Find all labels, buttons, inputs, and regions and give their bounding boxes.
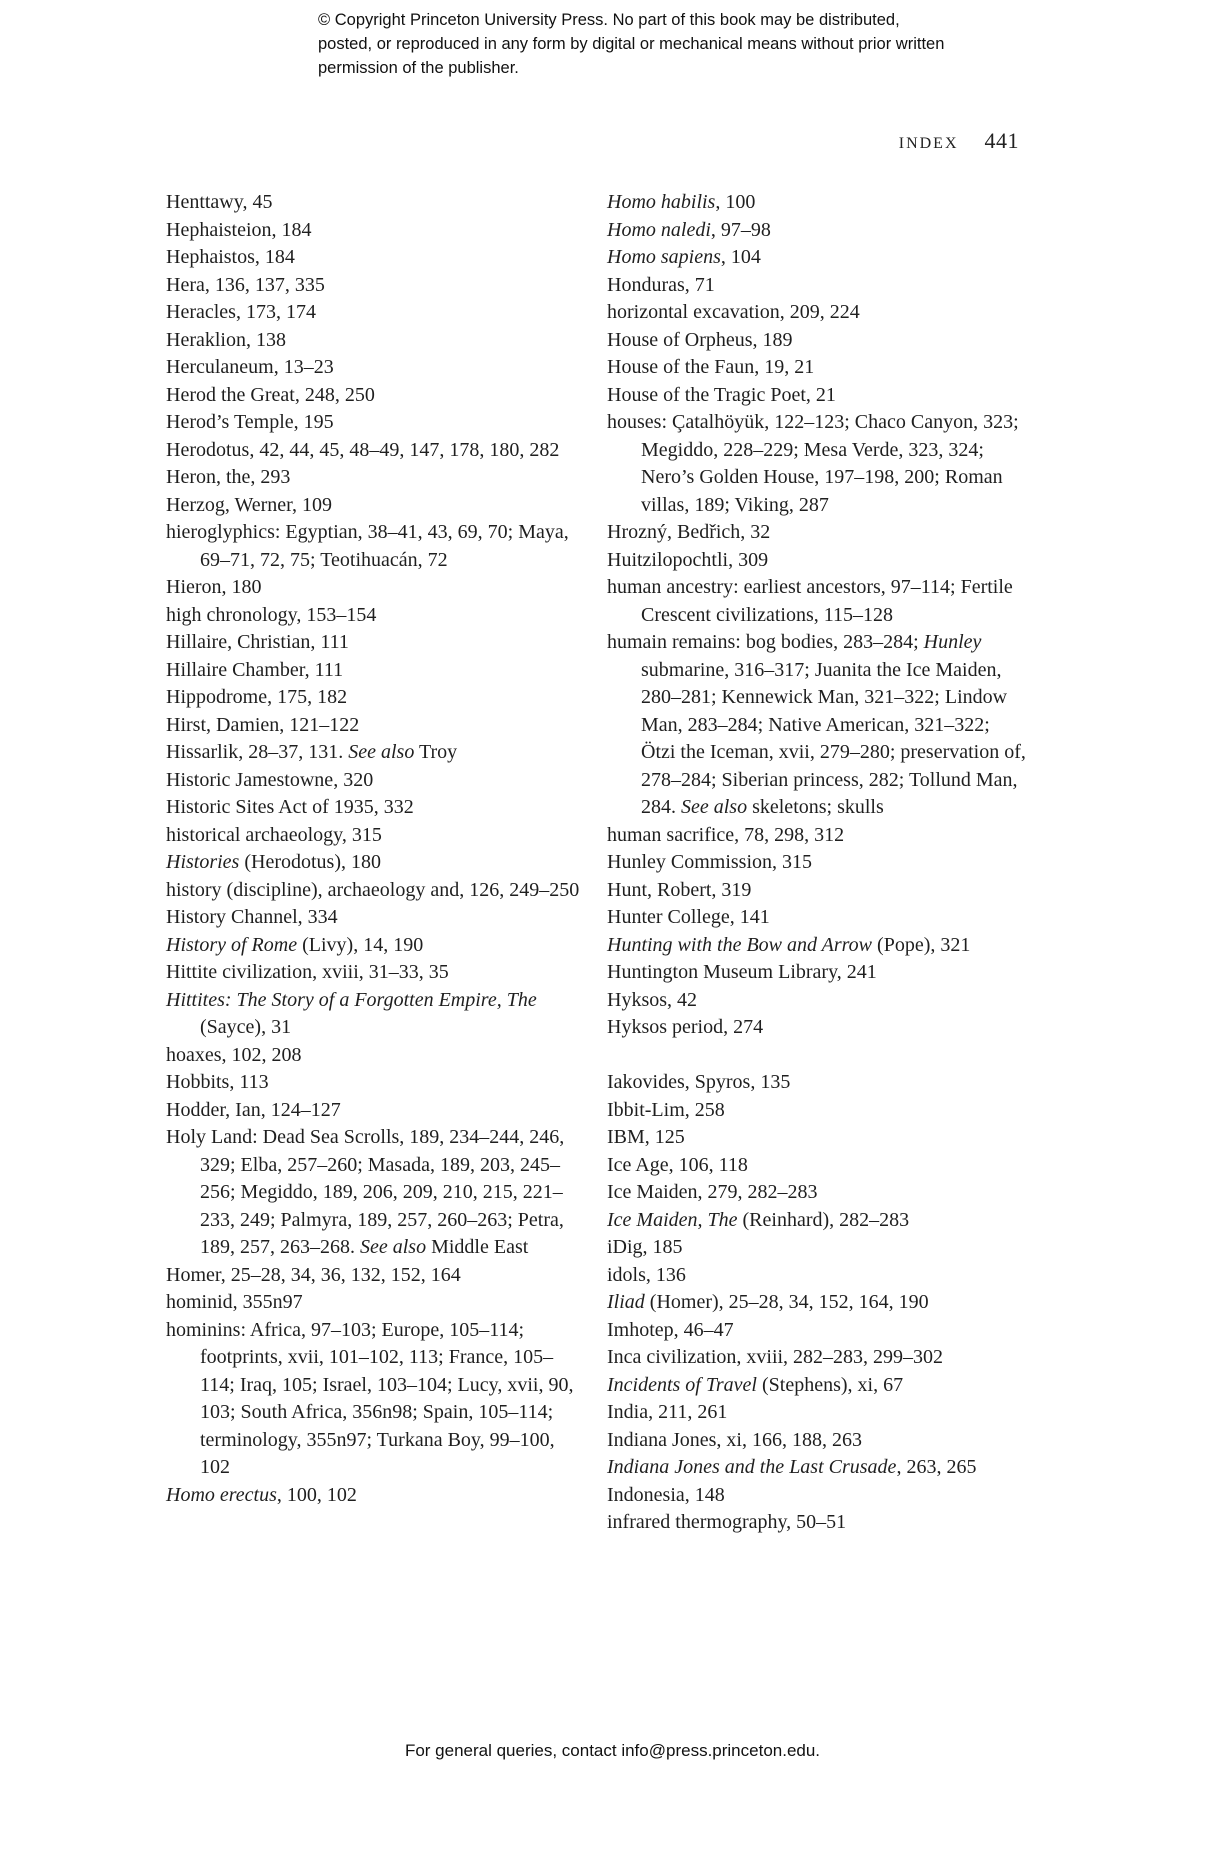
index-entry xyxy=(607,1344,1027,1372)
running-head-label: INDEX xyxy=(898,135,959,152)
index-entry xyxy=(166,1069,586,1097)
index-entry xyxy=(166,739,586,767)
index-entry xyxy=(607,1482,1027,1510)
index-entry xyxy=(166,1042,586,1070)
index-entry-text: House of the Faun, 19, 21 xyxy=(607,356,815,378)
index-entry-text: Hephaisteion, 184 xyxy=(166,218,312,241)
index-entry-text: Hippodrome, 175, 182 xyxy=(166,686,348,708)
index-entry-text: (Homer), 25–28, 34, 152, 164, 190 xyxy=(644,1291,929,1313)
index-entry-text: history (discipline), archaeology and, 126, 249–250 xyxy=(166,878,580,901)
index-entry xyxy=(607,1124,1027,1152)
index-entry-text: Indiana Jones, xi, 166, 188, 263 xyxy=(607,1428,862,1451)
index-entry-text: humain remains: bog bodies, 283–284; xyxy=(607,631,924,653)
index-entry xyxy=(166,959,586,987)
index-entry-text: Historic Jamestowne, 320 xyxy=(166,768,374,791)
index-entry xyxy=(607,519,1027,547)
index-entry-italic: History of Rome xyxy=(166,933,298,956)
index-entry-italic: Homo naledi xyxy=(607,218,711,241)
index-entry-italic: Hunting with the Bow and Arrow xyxy=(607,933,873,956)
index-entry-text: Hittite civilization, xviii, 31–33, 35 xyxy=(166,961,449,983)
index-entry-text: houses: Çatalhöyük, 122–123; Chaco Canyon, 323; Megiddo, 228–229; Mesa Verde, 323, 324; Nero’s Golden House, 197–198, 200; Roman villas, 189; Viking, 287 xyxy=(607,411,1019,516)
index-entry-text: Herod’s Temple, 195 xyxy=(166,411,334,433)
index-entry xyxy=(166,574,586,602)
index-entry xyxy=(607,327,1027,355)
index-entry xyxy=(166,189,586,217)
index-entry-italic: Ice Maiden, The xyxy=(607,1208,738,1231)
index-entry xyxy=(166,299,586,327)
index-entry-text: Hyksos period, 274 xyxy=(607,1016,764,1038)
index-entry-text: Heracles, 173, 174 xyxy=(166,301,316,323)
index-entry xyxy=(607,1152,1027,1180)
index-entry xyxy=(166,464,586,492)
index-entry xyxy=(166,822,586,850)
index-entry xyxy=(166,382,586,410)
index-entry-text: human sacrifice, 78, 298, 312 xyxy=(607,823,845,846)
index-entry-text: Indonesia, 148 xyxy=(607,1483,725,1506)
index-entry xyxy=(166,794,586,822)
index-entry-text: (Pope), 321 xyxy=(872,933,971,956)
index-entry-text: hoaxes, 102, 208 xyxy=(166,1043,302,1066)
index-entry xyxy=(607,244,1027,272)
index-entry xyxy=(607,1399,1027,1427)
index-entry xyxy=(166,1482,586,1510)
index-entry-text: Hieron, 180 xyxy=(166,576,262,598)
index-entry xyxy=(607,1234,1027,1262)
index-entry xyxy=(607,1207,1027,1235)
index-entry-text: Imhotep, 46–47 xyxy=(607,1318,734,1341)
index-entry-text: , 100, 102 xyxy=(276,1483,357,1506)
index-entry xyxy=(166,767,586,795)
index-entry xyxy=(607,272,1027,300)
index-entry xyxy=(166,492,586,520)
index-entry-text: Homer, 25–28, 34, 36, 132, 152, 164 xyxy=(166,1263,461,1286)
index-entry-text: (Livy), 14, 190 xyxy=(297,933,424,956)
footer-contact: For general queries, contact info@press.princeton.edu. xyxy=(404,1741,821,1760)
index-entry-text: (Sayce), 31 xyxy=(200,1016,292,1038)
index-entry xyxy=(607,354,1027,382)
index-entry-text: Middle East xyxy=(426,1236,529,1258)
index-entry xyxy=(166,519,586,574)
index-entry-text: iDig, 185 xyxy=(607,1236,683,1258)
index-entry xyxy=(166,327,586,355)
index-entry-text: Huntington Museum Library, 241 xyxy=(607,961,877,983)
index-entry xyxy=(166,217,586,245)
index-entry-text: Hirst, Damien, 121–122 xyxy=(166,713,360,736)
index-entry-text: , 104 xyxy=(720,246,761,268)
index-entry-italic: Indiana Jones and the Last Crusade xyxy=(607,1456,897,1478)
index-entry-text: Inca civilization, xviii, 282–283, 299–302 xyxy=(607,1346,944,1368)
index-entry-italic: See also xyxy=(348,741,415,763)
index-entry xyxy=(607,877,1027,905)
index-entry-text: Hillaire, Christian, 111 xyxy=(166,631,349,653)
index-entry xyxy=(166,904,586,932)
index-entry xyxy=(607,822,1027,850)
index-entry-text: horizontal excavation, 209, 224 xyxy=(607,301,860,323)
index-entry-text: submarine, 316–317; Juanita the Ice Maiden, 280–281; Kennewick Man, 321–322; Lindow Man, 283–284; Native American, 321–322; Ötzi the Iceman, xvii, 279–280; preservation of, 278–284; Siberian princess, 282; Tollund Man, 284. xyxy=(641,658,1026,818)
index-entry-text: (Reinhard), 282–283 xyxy=(737,1208,910,1231)
index-entry xyxy=(607,1014,1027,1042)
index-entry-text: Hrozný, Bedřich, 32 xyxy=(607,521,771,543)
index-entry-text: human ancestry: earliest ancestors, 97–114; Fertile Crescent civilizations, 115–128 xyxy=(607,576,1013,626)
index-entry-text: Ibbit-Lim, 258 xyxy=(607,1098,725,1121)
index-entry xyxy=(607,1262,1027,1290)
index-entry xyxy=(166,849,586,877)
index-entry-italic: See also xyxy=(360,1236,427,1258)
index-entry-italic: Iliad xyxy=(607,1291,645,1313)
index-entry xyxy=(607,1372,1027,1400)
index-entry-text: Iakovides, Spyros, 135 xyxy=(607,1071,791,1093)
page-number: 441 xyxy=(984,128,1019,153)
index-entry-text: historical archaeology, 315 xyxy=(166,823,382,846)
index-entry xyxy=(166,437,586,465)
index-entry-text: House of the Tragic Poet, 21 xyxy=(607,383,836,406)
index-entry-text: Heraklion, 138 xyxy=(166,328,286,351)
index-entry xyxy=(166,1124,586,1262)
index-entry xyxy=(166,657,586,685)
index-entry-italic: Hunley xyxy=(923,631,982,653)
index-entry-text: , 263, 265 xyxy=(896,1456,977,1478)
index-entry xyxy=(607,1069,1027,1097)
index-entry xyxy=(166,987,586,1042)
index-entry xyxy=(607,1509,1027,1537)
index-entry xyxy=(607,1427,1027,1455)
index-entry xyxy=(607,217,1027,245)
index-entry xyxy=(166,629,586,657)
index-entry-text: Herodotus, 42, 44, 45, 48–49, 147, 178, 180, 282 xyxy=(166,438,560,461)
index-entry-text: , 100 xyxy=(715,191,756,213)
index-entry xyxy=(166,409,586,437)
index-entry-text: , 97–98 xyxy=(710,218,771,241)
index-entry xyxy=(166,684,586,712)
index-entry xyxy=(166,712,586,740)
index-entry xyxy=(166,1262,586,1290)
index-entry xyxy=(166,244,586,272)
index-entry-text: Hobbits, 113 xyxy=(166,1071,269,1093)
index-entry xyxy=(607,904,1027,932)
index-entry-text: hominins: Africa, 97–103; Europe, 105–114; footprints, xvii, 101–102, 113; France, 105–114; Iraq, 105; Israel, 103–104; Lucy, xvii, 90, 103; South Africa, 356n98; Spain, 105–114; terminology, 355n97; Turkana Boy, 99–100, 102 xyxy=(166,1318,574,1478)
index-entry xyxy=(607,1317,1027,1345)
index-entry-italic: Homo erectus xyxy=(166,1483,277,1506)
index-entry-text: Hodder, Ian, 124–127 xyxy=(166,1098,341,1121)
index-entry xyxy=(607,299,1027,327)
index-entry-text: Historic Sites Act of 1935, 332 xyxy=(166,796,414,818)
index-entry-italic: Histories xyxy=(166,851,240,873)
index-entry-text: Ice Age, 106, 118 xyxy=(607,1153,748,1176)
index-entry xyxy=(607,382,1027,410)
index-entry xyxy=(607,1179,1027,1207)
index-entry-italic: Homo habilis xyxy=(607,191,716,213)
index-entry xyxy=(166,602,586,630)
index-column-right xyxy=(607,189,1027,1537)
index-entry-text: History Channel, 334 xyxy=(166,906,338,928)
index-entry-text: Herculaneum, 13–23 xyxy=(166,356,334,378)
index-entry-text: skeletons; skulls xyxy=(747,796,884,818)
index-entry-text: Herod the Great, 248, 250 xyxy=(166,383,375,406)
index-entry-text: hominid, 355n97 xyxy=(166,1291,303,1313)
index-entry xyxy=(166,1317,586,1482)
index-entry-text: Huitzilopochtli, 309 xyxy=(607,548,769,571)
index-entry-italic: Homo sapiens xyxy=(607,246,721,268)
index-entry-text: Hephaistos, 184 xyxy=(166,246,295,268)
index-entry xyxy=(607,574,1027,629)
index-entry-text: hieroglyphics: Egyptian, 38–41, 43, 69, 70; Maya, 69–71, 72, 75; Teotihuacán, 72 xyxy=(166,521,569,571)
index-entry-italic: Incidents of Travel xyxy=(607,1373,757,1396)
index-entry xyxy=(607,189,1027,217)
index-entry xyxy=(607,932,1027,960)
index-entry xyxy=(166,272,586,300)
index-entry-text: Honduras, 71 xyxy=(607,273,715,296)
index-entry xyxy=(607,959,1027,987)
index-entry-italic: See also xyxy=(681,796,748,818)
index-entry-text: Hunt, Robert, 319 xyxy=(607,878,752,901)
index-entry xyxy=(607,849,1027,877)
index-entry-text: India, 211, 261 xyxy=(607,1401,728,1423)
index-entry xyxy=(607,547,1027,575)
index-entry-text: (Herodotus), 180 xyxy=(239,851,381,873)
index-entry xyxy=(607,1454,1027,1482)
index-entry xyxy=(607,629,1027,822)
index-entry-italic: Hittites: The Story of a Forgotten Empire, The xyxy=(166,988,537,1011)
index-entry-text: House of Orpheus, 189 xyxy=(607,328,793,351)
index-entry xyxy=(166,1097,586,1125)
index-entry-text: infrared thermography, 50–51 xyxy=(607,1511,847,1533)
index-entry xyxy=(166,877,586,905)
index-entry-text: Hillaire Chamber, 111 xyxy=(166,658,344,681)
index-entry-text: Henttawy, 45 xyxy=(166,191,273,213)
running-head xyxy=(899,128,1019,154)
index-entry-text: idols, 136 xyxy=(607,1263,686,1286)
index-entry-text: Holy Land: Dead Sea Scrolls, 189, 234–244, 246, 329; Elba, 257–260; Masada, 189, 203, 245–256; Megiddo, 189, 206, 209, 210, 215, 221–233, 249; Palmyra, 189, 257, 260–263; Petra, 189, 257, 263–268. xyxy=(166,1126,565,1258)
index-column-left xyxy=(166,189,586,1509)
index-entry-text: Ice Maiden, 279, 282–283 xyxy=(607,1181,818,1203)
index-entry xyxy=(607,409,1027,519)
index-entry-text: Hunter College, 141 xyxy=(607,906,770,928)
index-entry-text: Hunley Commission, 315 xyxy=(607,851,813,873)
index-entry xyxy=(166,932,586,960)
index-entry xyxy=(607,1289,1027,1317)
index-entry-text: high chronology, 153–154 xyxy=(166,603,377,626)
index-entry-text: IBM, 125 xyxy=(607,1126,685,1148)
index-entry xyxy=(607,987,1027,1015)
index-entry-text: Heron, the, 293 xyxy=(166,466,291,488)
index-entry-text: Hyksos, 42 xyxy=(607,988,698,1011)
index-entry-text: (Stephens), xi, 67 xyxy=(756,1373,904,1396)
index-entry xyxy=(166,1289,586,1317)
index-entry-text: Hera, 136, 137, 335 xyxy=(166,273,325,296)
index-entry-text: Hissarlik, 28–37, 131. xyxy=(166,741,349,763)
index-entry xyxy=(166,354,586,382)
index-entry-text: Herzog, Werner, 109 xyxy=(166,493,333,516)
index-entry xyxy=(607,1097,1027,1125)
copyright-notice: © Copyright Princeton University Press. No part of this book may be distributed, posted, or reproduced in any form by digital or mechanical means without prior written permission of the publisher. xyxy=(318,11,945,77)
index-entry-text: Troy xyxy=(414,741,458,763)
